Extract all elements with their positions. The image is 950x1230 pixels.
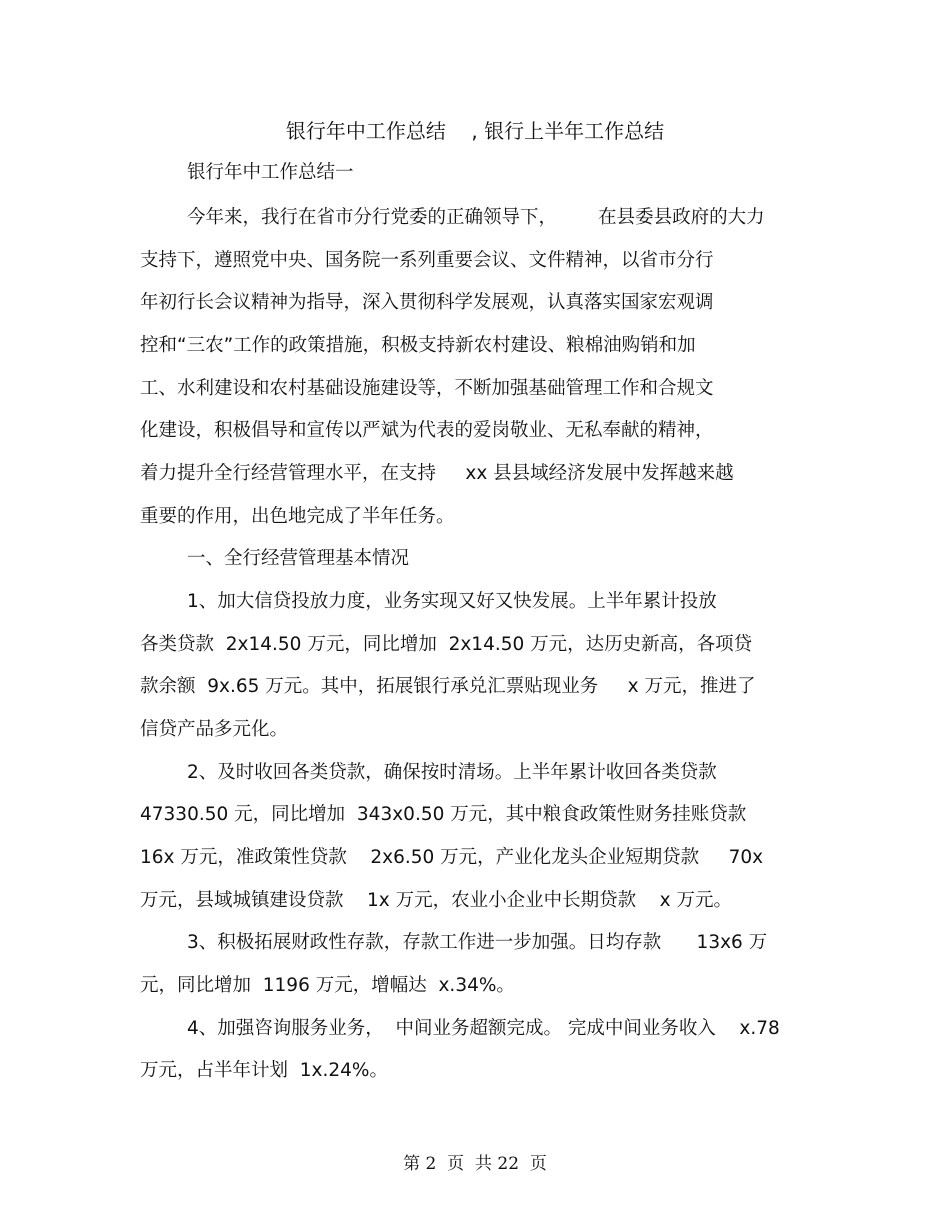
- paragraph-line: 年初行长会议精神为指导，深入贯彻科学发展观，认真落实国家宏观调: [140, 292, 714, 313]
- paragraph-line: 工、水利建设和农村基础设施建设等，不断加强基础管理工作和合规文: [140, 378, 714, 399]
- section-heading: 一、全行经营管理基本情况: [187, 548, 410, 569]
- section-heading: 银行年中工作总结一: [187, 162, 354, 183]
- paragraph-line: 各类贷款 2x14.50 万元，同比增加 2x14.50 万元，达历史新高，各项贷: [140, 634, 753, 655]
- paragraph-line: 着力提升全行经营管理水平，在支持 xx 县县域经济发展中发挥越来越: [140, 463, 734, 484]
- paragraph-line: 4、加强咨询服务业务， 中间业务超额完成。 完成中间业务收入 x.78: [187, 1018, 780, 1039]
- page-number-footer: 第 2 页 共 22 页: [403, 1154, 547, 1174]
- document-title: 银行年中工作总结 , 银行上半年工作总结: [285, 119, 665, 143]
- paragraph-line: 47330.50 元，同比增加 343x0.50 万元，其中粮食政策性财务挂账贷款: [140, 804, 747, 825]
- paragraph-line: 2、及时收回各类贷款，确保按时清场。上半年累计收回各类贷款: [187, 762, 717, 783]
- paragraph-line: 化建设，积极倡导和宣传以严斌为代表的爱岗敬业、无私奉献的精神，: [140, 420, 714, 441]
- paragraph-line: 16x 万元，准政策性贷款 2x6.50 万元，产业化龙头企业短期贷款 70x: [140, 847, 764, 868]
- paragraph-line: 万元，占半年计划 1x.24%。: [140, 1060, 388, 1081]
- paragraph-line: 3、积极拓展财政性存款，存款工作进一步加强。日均存款 13x6 万: [187, 932, 768, 953]
- paragraph-line: 万元，县域城镇建设贷款 1x 万元，农业小企业中长期贷款 x 万元。: [140, 890, 732, 911]
- paragraph-line: 支持下，遵照党中央、国务院一系列重要会议、文件精神，以省市分行: [140, 250, 714, 271]
- paragraph-line: 1、加大信贷投放力度，业务实现又好又快发展。上半年累计投放: [187, 591, 717, 612]
- paragraph-line: 控和“三农”工作的政策措施，积极支持新农村建设、粮棉油购销和加: [140, 335, 696, 356]
- paragraph-line: 今年来，我行在省市分行党委的正确领导下， 在县委县政府的大力: [187, 207, 765, 228]
- paragraph-line: 重要的作用，出色地完成了半年任务。: [140, 506, 455, 527]
- paragraph-line: 元，同比增加 1196 万元，增幅达 x.34%。: [140, 975, 515, 996]
- paragraph-line: 信贷产品多元化。: [140, 719, 289, 740]
- paragraph-line: 款余额 9x.65 万元。其中，拓展银行承兑汇票贴现业务 x 万元，推进了: [140, 676, 756, 697]
